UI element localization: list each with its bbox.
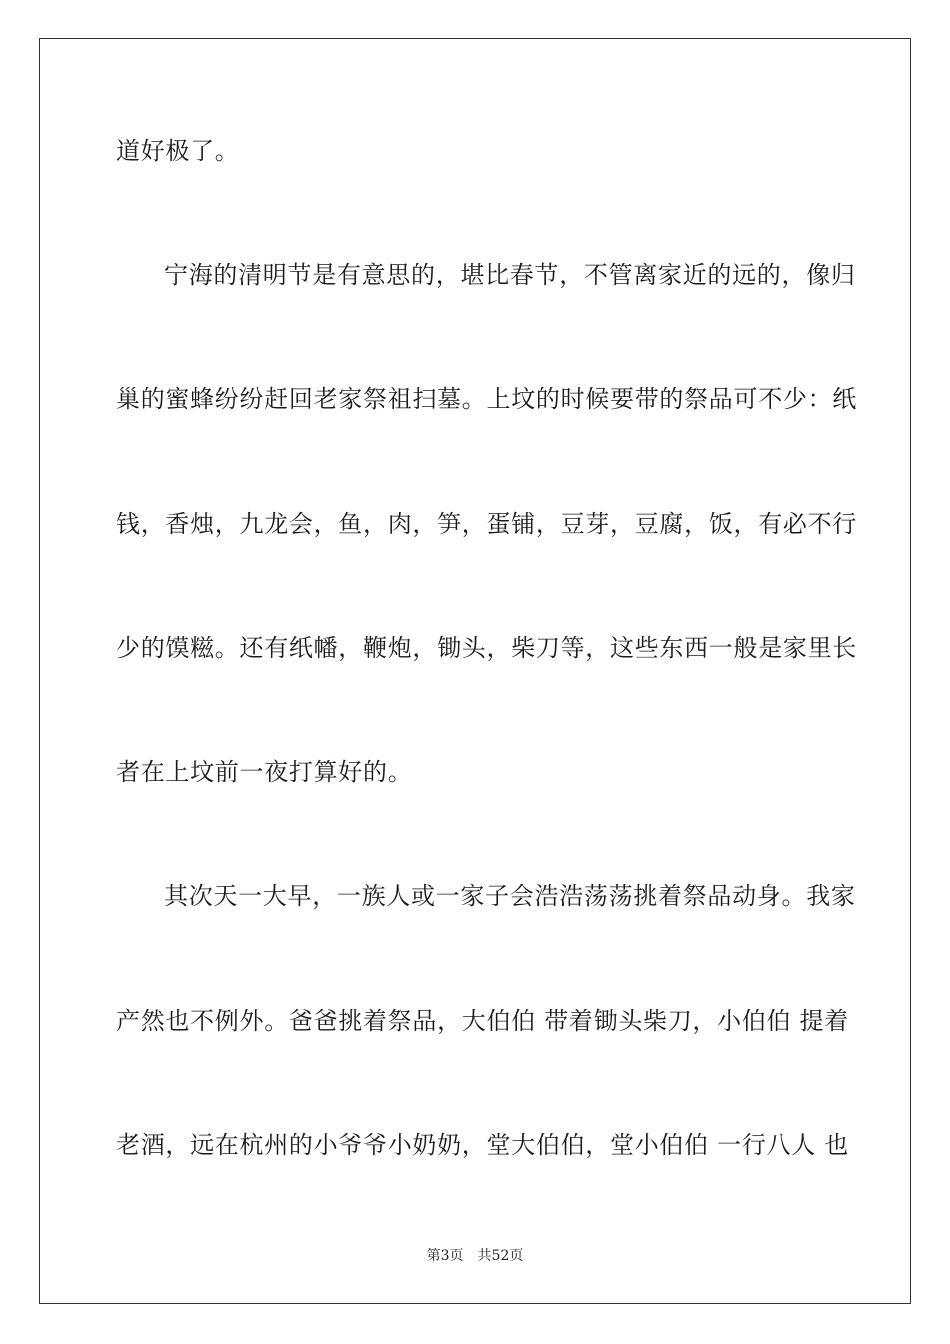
- text-line-3: 巢的蜜蜂纷纷赶回老家祭祖扫墓。上坟的时候要带的祭品可不少：纸: [116, 385, 857, 413]
- text-line-5: 少的馍糍。还有纸幡，鞭炮，锄头，柴刀等，这些东西一般是家里长: [116, 634, 857, 662]
- total-pages: 共52页: [477, 1248, 524, 1264]
- page-number: 第3页: [426, 1248, 464, 1264]
- page-border: [39, 38, 911, 1304]
- text-line-9: 老酒，远在杭州的小爷爷小奶奶，堂大伯伯，堂小伯伯 一行八人 也: [116, 1131, 849, 1159]
- text-line-7: 其次天一大早，一族人或一家子会浩浩荡荡挑着祭品动身。我家: [164, 882, 856, 910]
- text-line-1: 道好极了。: [116, 137, 240, 165]
- text-line-2: 宁海的清明节是有意思的，堪比春节，不管离家近的远的，像归: [164, 261, 856, 289]
- text-line-4: 钱，香烛，九龙会，鱼，肉，笋，蛋铺，豆芽，豆腐，饭，有必不行: [116, 510, 857, 538]
- text-line-6: 者在上坟前一夜打算好的。: [116, 758, 413, 786]
- page-footer: [0, 1247, 950, 1265]
- text-line-8: 产然也不例外。爸爸挑着祭品，大伯伯 带着锄头柴刀，小伯伯 提着: [116, 1007, 849, 1035]
